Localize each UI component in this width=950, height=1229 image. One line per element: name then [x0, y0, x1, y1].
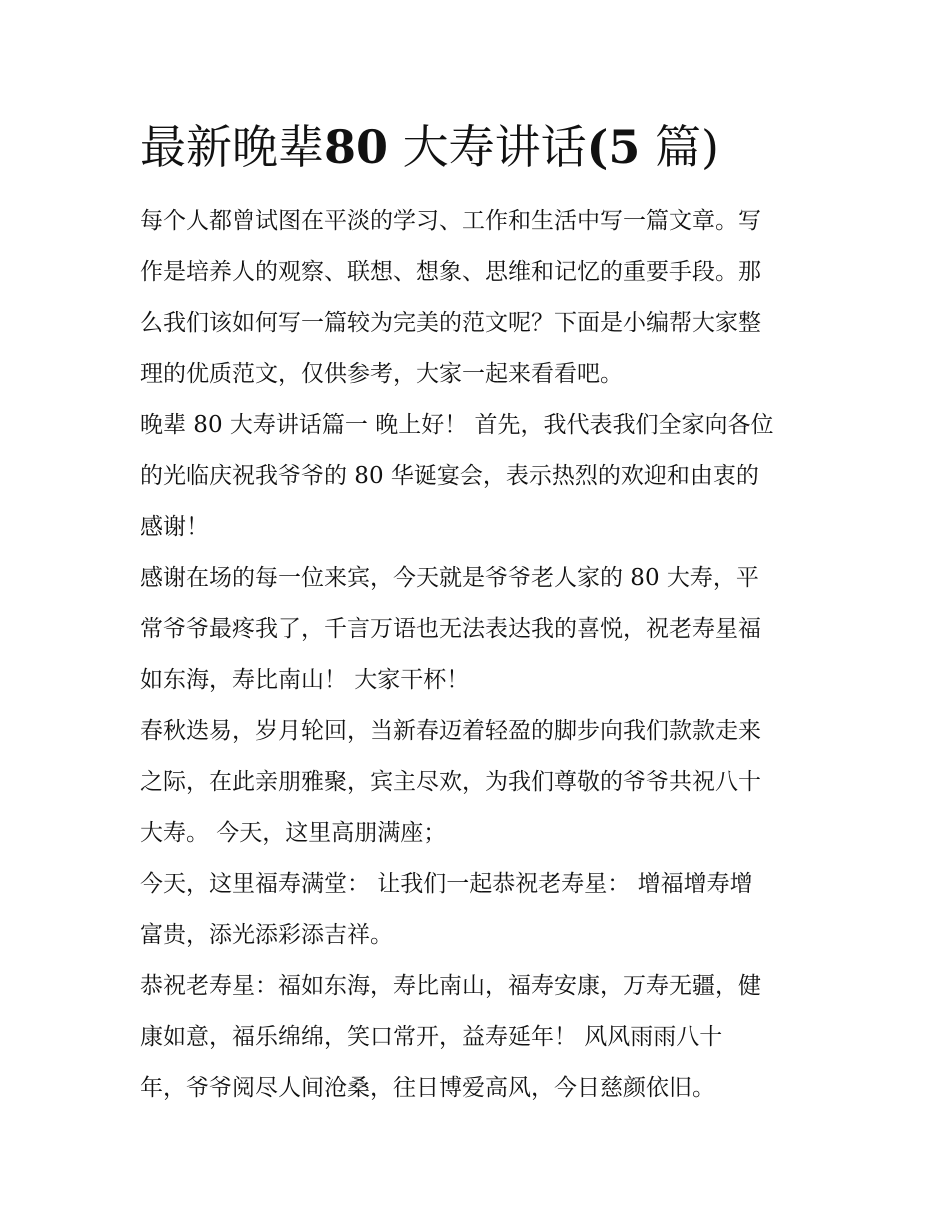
paragraph-speech-opening [140, 400, 812, 553]
text-line: 每个人都曾试图在平淡的学习、工作和生活中写一篇文章。写 [140, 208, 761, 234]
text-line: 晚辈 80 大寿讲话篇一 晚上好！ 首先，我代表我们全家向各位 [140, 412, 774, 438]
text-line: 春秋迭易，岁月轮回，当新春迈着轻盈的脚步向我们款款走来 [140, 718, 761, 744]
text-line: 感谢在场的每一位来宾，今天就是爷爷老人家的 80 大寿，平 [140, 565, 759, 591]
paragraph-wishes [140, 961, 812, 1114]
text-line: 大寿。 今天，这里高朋满座； [140, 820, 447, 846]
paragraph-intro [140, 196, 812, 400]
text-line: 如东海，寿比南山！ 大家干杯！ [140, 667, 470, 693]
text-line: 今天，这里福寿满堂： 让我们一起恭祝老寿星： 增福增寿增 [140, 871, 753, 897]
title-part: 篇) [655, 120, 719, 174]
text-line: 之际，在此亲朋雅聚，宾主尽欢，为我们尊敬的爷爷共祝八十 [140, 769, 761, 795]
text-line: 常爷爷最疼我了，千言万语也无法表达我的喜悦，祝老寿星福 [140, 616, 761, 642]
title-part: 最新晚辈 [140, 120, 324, 174]
text-line: 恭祝老寿星：福如东海，寿比南山，福寿安康，万寿无疆，健 [140, 973, 761, 999]
text-line: 么我们该如何写一篇较为完美的范文呢？下面是小编帮大家整 [140, 310, 761, 336]
paragraph-thanks-guests [140, 553, 812, 706]
document-body [140, 196, 812, 1114]
title-part: 80 [324, 120, 389, 174]
title-part: (5 [586, 120, 641, 174]
text-line: 富贵，添光添彩添吉祥。 [140, 922, 393, 948]
text-line: 理的优质范文，仅供参考，大家一起来看看吧。 [140, 361, 623, 387]
title-part: 大寿讲话 [402, 120, 587, 174]
page-title [140, 112, 820, 182]
text-line: 作是培养人的观察、联想、想象、思维和记忆的重要手段。那 [140, 259, 761, 285]
paragraph-spring [140, 706, 812, 859]
text-line: 康如意，福乐绵绵，笑口常开，益寿延年！ 风风雨雨八十 [140, 1024, 723, 1050]
text-line: 的光临庆祝我爷爷的 80 华诞宴会，表示热烈的欢迎和由衷的 [140, 463, 759, 489]
text-line: 年，爷爷阅尽人间沧桑，往日博爱高风，今日慈颜依旧。 [140, 1075, 715, 1101]
paragraph-blessing [140, 859, 812, 961]
text-line: 感谢！ [140, 514, 209, 540]
